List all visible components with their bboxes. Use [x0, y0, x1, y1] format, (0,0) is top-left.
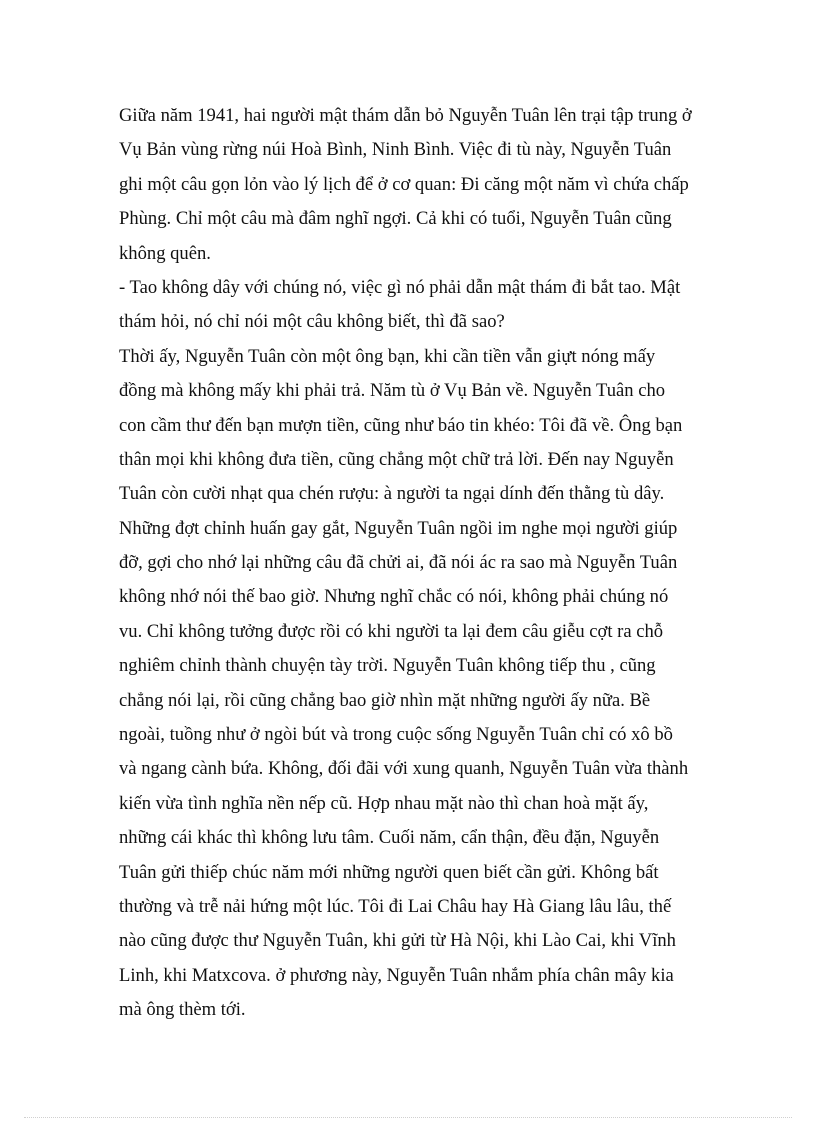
text-line: thám hỏi, nó chỉ nói một câu không biết, thì đã sao?	[119, 311, 505, 333]
text-line: thân mọi khi không đưa tiền, cũng chẳng một chữ trả lời. Đến nay Nguyễn	[119, 448, 674, 470]
text-line: Tuân còn cười nhạt qua chén rượu: à người ta ngại dính đến thằng tù dây.	[119, 483, 665, 505]
text-line: kiến vừa tình nghĩa nền nếp cũ. Hợp nhau mặt nào thì chan hoà mặt ấy,	[119, 792, 649, 814]
text-line: và ngang cành bứa. Không, đối đãi với xung quanh, Nguyễn Tuân vừa thành	[119, 758, 689, 780]
text-line: Những đợt chỉnh huấn gay gắt, Nguyễn Tuân ngồi im nghe mọi người giúp	[119, 517, 678, 539]
text-line: đỡ, gợi cho nhớ lại những câu đã chửi ai, đã nói ác ra sao mà Nguyễn Tuân	[119, 552, 678, 574]
text-line: Linh, khi Matxcova. ở phương này, Nguyễn Tuân nhắm phía chân mây kia	[119, 964, 674, 986]
text-line: Phùng. Chỉ một câu mà đâm nghĩ ngợi. Cả khi có tuổi, Nguyễn Tuân cũng	[119, 208, 672, 230]
text-line: - Tao không dây với chúng nó, việc gì nó phải dẫn mật thám đi bắt tao. Mật	[119, 276, 681, 298]
text-line: ghi một câu gọn lỏn vào lý lịch để ở cơ quan: Đi căng một năm vì chứa chấp	[119, 173, 689, 195]
text-line: mà ông thèm tới.	[119, 999, 246, 1021]
text-line: Giữa năm 1941, hai người mật thám dẫn bỏ Nguyễn Tuân lên trại tập trung ở	[119, 105, 692, 126]
text-line: thường và trễ nải hứng một lúc. Tôi đi Lai Châu hay Hà Giang lâu lâu, thế	[119, 895, 672, 917]
text-line: những cái khác thì không lưu tâm. Cuối năm, cẩn thận, đều đặn, Nguyễn	[119, 827, 660, 849]
body-text	[119, 99, 719, 1028]
text-line: không quên.	[119, 242, 211, 264]
text-line: Thời ấy, Nguyễn Tuân còn một ông bạn, khi cần tiền vẫn giựt nóng mấy	[119, 345, 656, 367]
text-line: nghiêm chỉnh thành chuyện tày trời. Nguyễn Tuân không tiếp thu , cũng	[119, 655, 656, 677]
text-line: chẳng nói lại, rồi cũng chẳng bao giờ nhìn mặt những người ấy nữa. Bề	[119, 689, 651, 711]
page-bottom-divider	[24, 1117, 792, 1118]
text-line: đồng mà không mấy khi phải trả. Năm tù ở Vụ Bản về. Nguyễn Tuân cho	[119, 380, 666, 402]
text-line: con cầm thư đến bạn mượn tiền, cũng như báo tin khéo: Tôi đã về. Ông bạn	[119, 414, 683, 436]
text-line: nào cũng được thư Nguyễn Tuân, khi gửi từ Hà Nội, khi Lào Cai, khi Vĩnh	[119, 930, 676, 952]
text-line: Tuân gửi thiếp chúc năm mới những người quen biết cần gửi. Không bất	[119, 861, 659, 883]
text-line: ngoài, tuồng như ở ngòi bút và trong cuộc sống Nguyễn Tuân chỉ có xô bồ	[119, 724, 673, 746]
text-line: vu. Chỉ không tưởng được rồi có khi người ta lại đem câu giễu cợt ra chỗ	[119, 620, 664, 642]
text-line: Vụ Bản vùng rừng núi Hoà Bình, Ninh Bình. Việc đi tù này, Nguyễn Tuân	[119, 139, 672, 161]
text-line: không nhớ nói thế bao giờ. Nhưng nghĩ chắc có nói, không phải chúng nó	[119, 586, 669, 608]
